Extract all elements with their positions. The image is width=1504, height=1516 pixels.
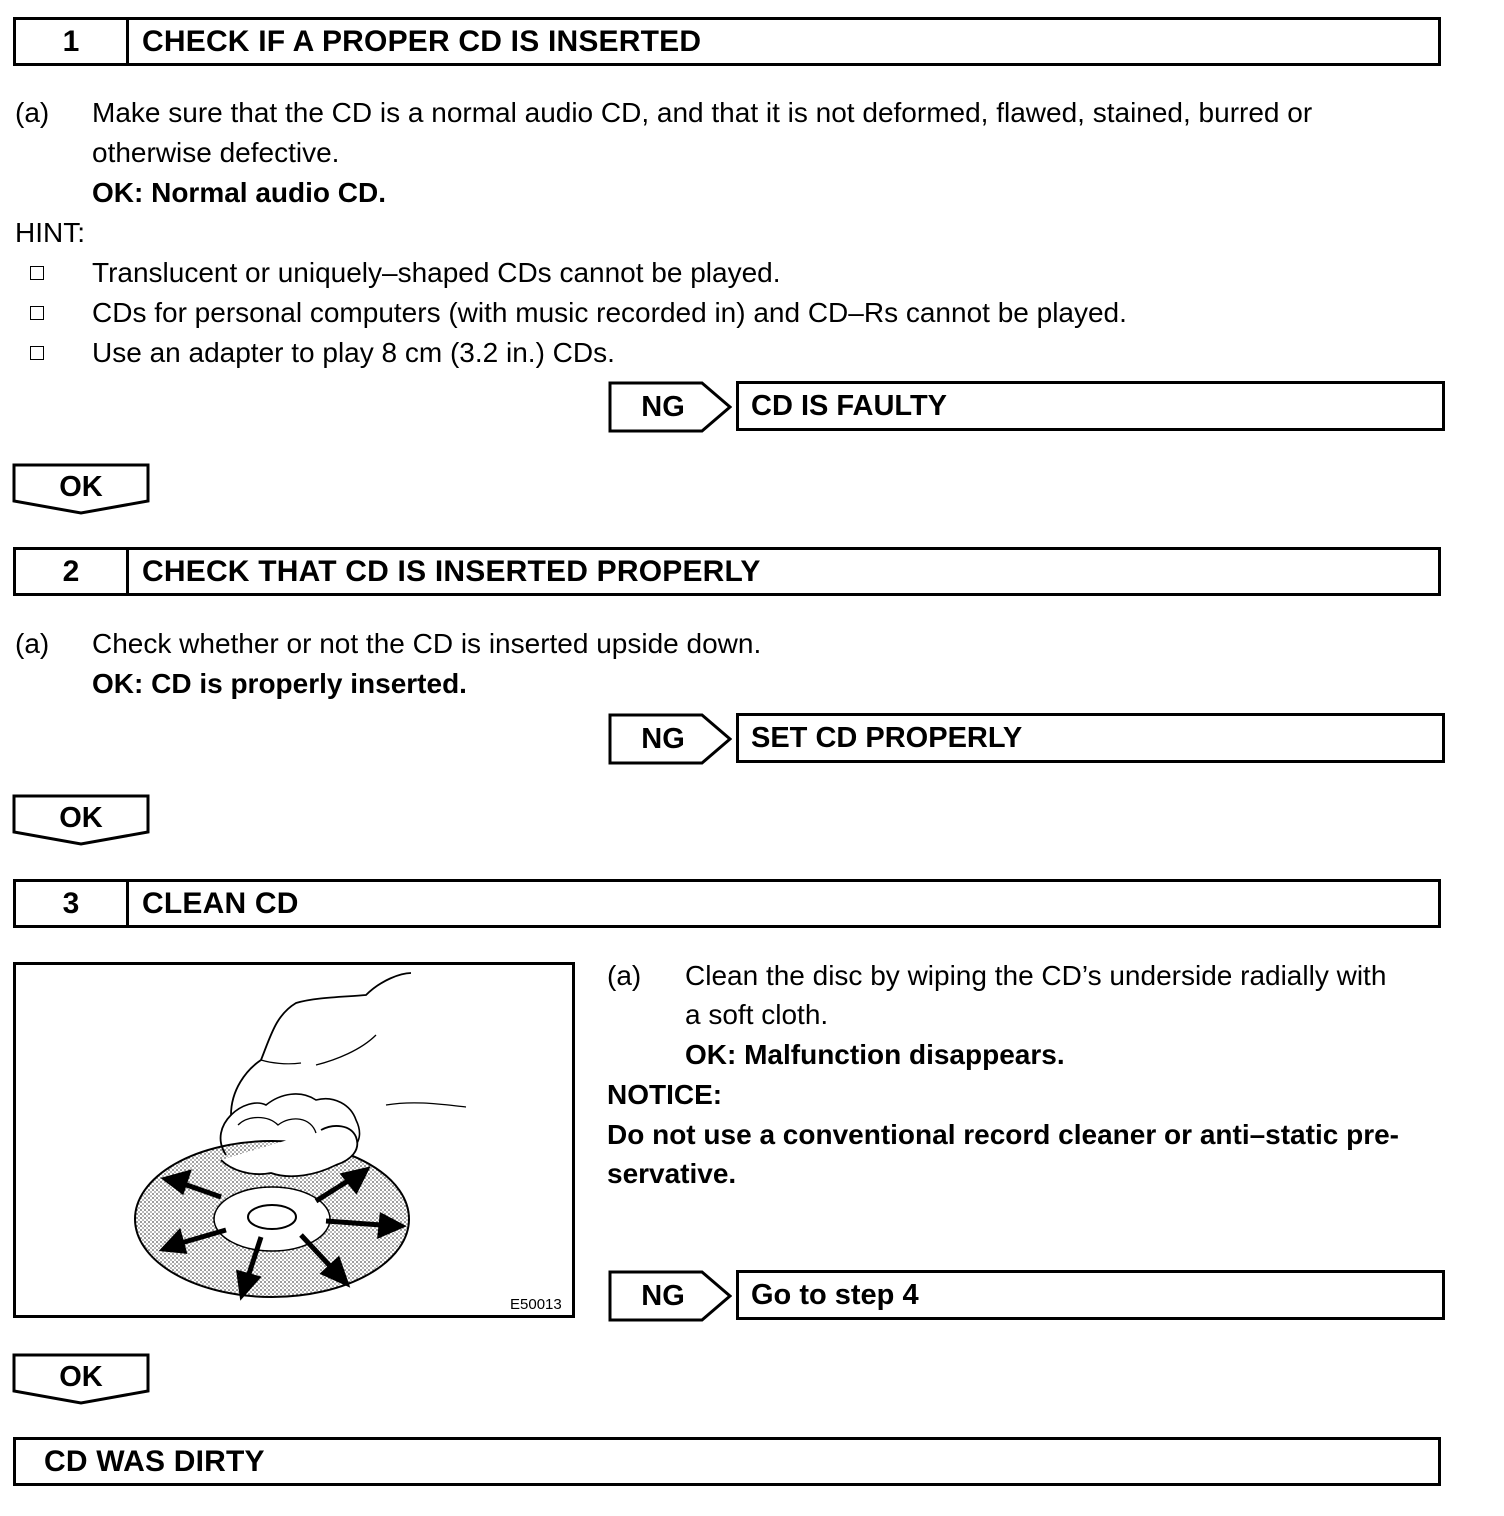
step-1-header [13,17,1441,66]
bullet-square-icon [30,306,44,325]
final-result-box [13,1437,1441,1486]
hint-item: Translucent or uniquely–shaped CDs cannot be played. [92,257,781,288]
ng-label: NG [641,1279,685,1312]
step-number: 2 [16,550,129,593]
final-result: CD WAS DIRTY [44,1444,265,1478]
cd-wiping-illustration [16,965,572,1315]
ng-arrow [608,381,732,433]
item-label: (a) [15,97,50,128]
ng-label: NG [641,722,685,755]
step-title: CHECK THAT CD IS INSERTED PROPERLY [142,554,761,588]
step-title: CLEAN CD [142,886,299,920]
instruction-text: Make sure that the CD is a normal audio CD, and that it is not deformed, flawed, stained, burred or [92,97,1313,128]
instruction-text: otherwise defective. [92,137,340,168]
figure-code: E50013 [510,1296,562,1313]
ok-label: OK [59,1360,103,1393]
item-label: (a) [15,628,50,659]
ng-arrow [608,1270,732,1322]
ng-result-box: SET CD PROPERLY [736,713,1445,763]
step-number: 3 [16,882,129,925]
step-number: 1 [16,20,129,63]
instruction-text: Clean the disc by wiping the CD’s underside radially with [685,960,1387,991]
ng-label: NG [641,390,685,423]
hint-label: HINT: [15,217,85,248]
hint-item: Use an adapter to play 8 cm (3.2 in.) CDs. [92,337,615,368]
bullet-square-icon [30,266,44,285]
ng-result-box: Go to step 4 [736,1270,1445,1320]
hint-item: CDs for personal computers (with music recorded in) and CD–Rs cannot be played. [92,297,1127,328]
step-3-header [13,879,1441,928]
ok-label: OK [59,801,103,834]
item-label: (a) [607,960,642,991]
instruction-text: a soft cloth. [685,999,829,1030]
ng-arrow [608,713,732,765]
instruction-text: Check whether or not the CD is inserted upside down. [92,628,762,659]
ok-label: OK [59,470,103,503]
notice-text: servative. [607,1158,737,1189]
step-2-header [13,547,1441,596]
bullet-square-icon [30,346,44,365]
ok-arrow [12,463,150,515]
notice-text: Do not use a conventional record cleaner or anti–static pre- [607,1119,1399,1150]
ok-arrow [12,1353,150,1405]
ok-criterion: OK: CD is properly inserted. [92,668,467,699]
ok-criterion: OK: Normal audio CD. [92,177,387,208]
ok-criterion: OK: Malfunction disappears. [685,1039,1065,1070]
cd-cleaning-figure [13,962,575,1318]
notice-label: NOTICE: [607,1079,723,1110]
ng-result-box: CD IS FAULTY [736,381,1445,431]
step-title: CHECK IF A PROPER CD IS INSERTED [142,24,702,58]
ok-arrow [12,794,150,846]
